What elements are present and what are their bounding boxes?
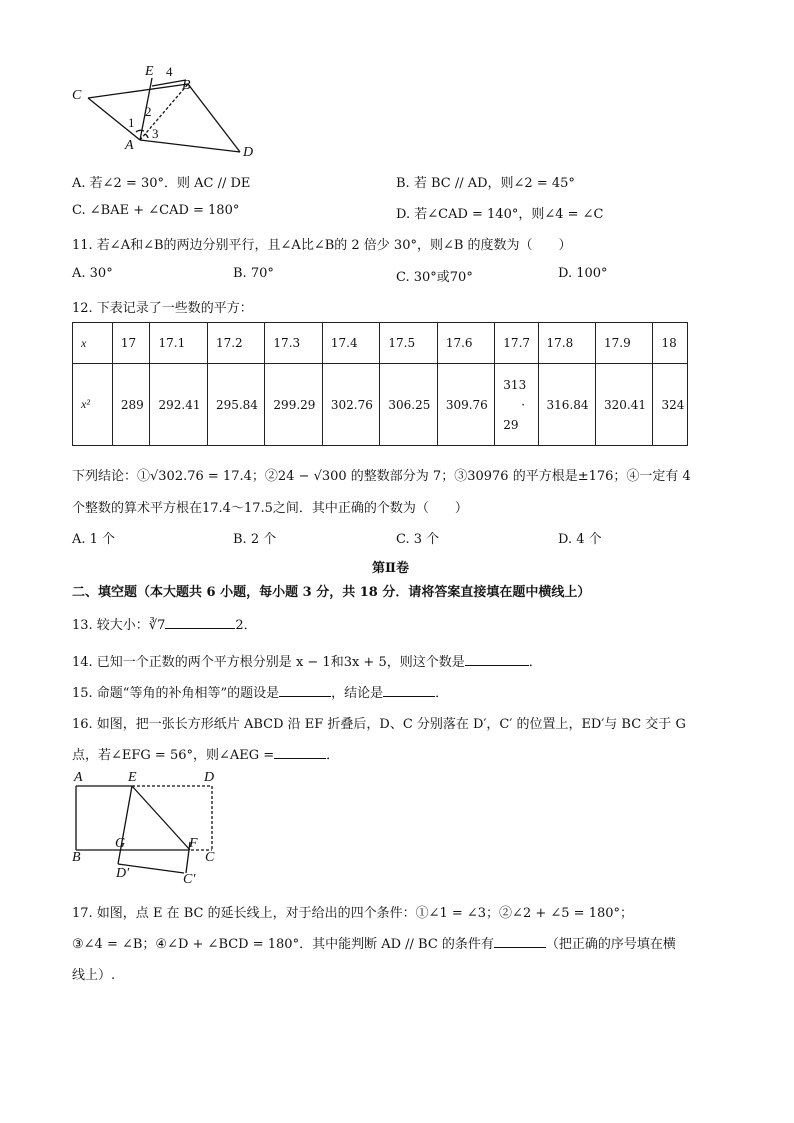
table-cell: 17.8 (538, 323, 595, 364)
table-cell-split (495, 364, 538, 446)
figure2-label-E: E (128, 770, 137, 785)
figure2-label-A: A (74, 770, 83, 785)
table-cell: 17 (112, 323, 150, 364)
q16-answer-blank[interactable] (274, 746, 326, 759)
part2-title: 第Ⅱ卷 (372, 561, 409, 576)
table-cell: x² (73, 364, 113, 446)
table-cell: 295.84 (207, 364, 264, 446)
q12-option-b: B. 2 个 (233, 532, 277, 547)
figure2-label-G: G (115, 836, 126, 851)
q17-line2 (72, 933, 676, 952)
figure2-label-B: B (72, 850, 81, 865)
part2-section-heading: 二、填空题（本大题共 6 小题，每小题 3 分，共 18 分．请将答案直接填在题中横线上） (72, 585, 591, 600)
split-dot: · (521, 397, 526, 412)
q15-prefix: 15. 命题“等角的补角相等”的题设是 (72, 686, 280, 701)
figure1-label-4: 4 (166, 64, 173, 79)
figure-triangle-diagram (60, 60, 270, 165)
figure1-label-A: A (125, 138, 134, 153)
figure2-label-D: D (204, 770, 215, 785)
table-cell: 17.3 (265, 323, 322, 364)
q17-answer-blank[interactable] (494, 935, 546, 948)
table-cell: 292.41 (150, 364, 207, 446)
table-cell: 309.76 (437, 364, 494, 446)
q16-line1: 16. 如图，把一张长方形纸片 ABCD 沿 EF 折叠后，D、C 分别落在 D′，C′ 的位置上，ED′与 BC 交于 G (72, 717, 686, 732)
q11-stem: 11. 若∠A和∠B的两边分别平行，且∠A比∠B的 2 倍少 30°，则∠B 的度数为（ ） (72, 238, 572, 253)
q10-option-a: A. 若∠2 = 30°．则 AC // DE (72, 176, 251, 191)
figure1-label-2: 2 (145, 104, 152, 119)
q12-option-a: A. 1 个 (72, 532, 116, 547)
q17-line3: 线上）. (72, 968, 116, 983)
table-cell: 18 (653, 323, 688, 364)
q13-answer-blank[interactable] (165, 616, 235, 629)
figure1-label-C: C (72, 88, 82, 103)
q17-line2-suffix: （把正确的序号填在横 (545, 937, 676, 952)
q14-suffix: ． (528, 655, 542, 670)
q15 (72, 682, 448, 701)
q12-conclusion-line1: 下列结论：①√302.76 = 17.4；②24 − √300 的整数部分为 7；③30976 的平方根是±176；④一定有 4 (72, 469, 691, 484)
table-cell: 17.6 (437, 323, 494, 364)
table-cell: 17.7 (495, 323, 538, 364)
q16-line2-suffix: ． (326, 748, 340, 763)
figure1-label-D: D (243, 145, 254, 160)
q12-option-d: D. 4 个 (558, 532, 602, 547)
table-cell: 302.76 (322, 364, 379, 446)
q11-option-c: C. 30°或70° (396, 270, 473, 285)
table-cell: 320.41 (596, 364, 653, 446)
figure2-label-C: C (205, 850, 215, 865)
q15-answer-blank-2[interactable] (383, 684, 435, 697)
figure-folded-rectangle (60, 770, 230, 890)
table-cell: 324 (653, 364, 688, 446)
split-bottom: 29 (503, 417, 519, 432)
squares-table (72, 322, 688, 446)
q13-suffix: 2． (235, 618, 257, 633)
table-cell: 299.29 (265, 364, 322, 446)
figure1-label-3: 3 (152, 126, 159, 141)
q13-prefix: 13. 较大小：∛7 (72, 618, 166, 633)
table-cell: 17.4 (322, 323, 379, 364)
q12-stem: 12. 下表记录了一些数的平方： (72, 301, 253, 316)
q15-answer-blank-1[interactable] (279, 684, 331, 697)
figure1-label-1: 1 (128, 115, 135, 130)
q12-option-c: C. 3 个 (396, 532, 440, 547)
table-cell: 17.1 (150, 323, 207, 364)
q11-option-a: A. 30° (72, 266, 113, 281)
table-cell: 316.84 (538, 364, 595, 446)
q13 (72, 614, 257, 633)
figure2-label-D-prime: D′ (116, 866, 130, 881)
table-row-x-squared (73, 364, 688, 446)
q14 (72, 651, 542, 670)
q10-option-b: B. 若 BC // AD，则∠2 = 45° (396, 176, 575, 191)
table-cell: x (73, 323, 113, 364)
figure1-label-E: E (145, 64, 154, 79)
table-cell: 17.5 (380, 323, 437, 364)
table-cell: 17.9 (596, 323, 653, 364)
q11-option-b: B. 70° (233, 266, 274, 281)
q12-conclusion-line2: 个整数的算术平方根在17.4～17.5之间．其中正确的个数为（ ） (72, 501, 468, 516)
q17-line1: 17. 如图，点 E 在 BC 的延长线上，对于给出的四个条件：①∠1 = ∠3；②∠2 + ∠5 = 180°； (72, 906, 634, 921)
q10-option-d: D. 若∠CAD = 140°，则∠4 = ∠C (396, 207, 604, 222)
q14-prefix: 14. 已知一个正数的两个平方根分别是 x − 1和3x + 5，则这个数是 (72, 655, 465, 670)
q16-line2 (72, 744, 339, 763)
table-cell: 289 (112, 364, 150, 446)
q17-line2-prefix: ③∠4 = ∠B；④∠D + ∠BCD = 180°．其中能判断 AD // BC 的条件有 (72, 937, 494, 952)
q16-line2-prefix: 点，若∠EFG = 56°，则∠AEG = (72, 748, 275, 763)
q15-suffix: ． (435, 686, 449, 701)
q15-middle: ，结论是 (331, 686, 384, 701)
table-cell: 306.25 (380, 364, 437, 446)
figure2-label-C-prime: C′ (183, 872, 196, 887)
table-cell: 17.2 (207, 323, 264, 364)
figure2-label-F: F (189, 836, 198, 851)
figure1-label-B: B (182, 78, 191, 93)
split-top: 313 (503, 377, 527, 392)
q10-option-c: C. ∠BAE + ∠CAD = 180° (72, 203, 240, 218)
table-row-x (73, 323, 688, 364)
q11-option-d: D. 100° (558, 266, 608, 281)
q14-answer-blank[interactable] (465, 653, 529, 666)
